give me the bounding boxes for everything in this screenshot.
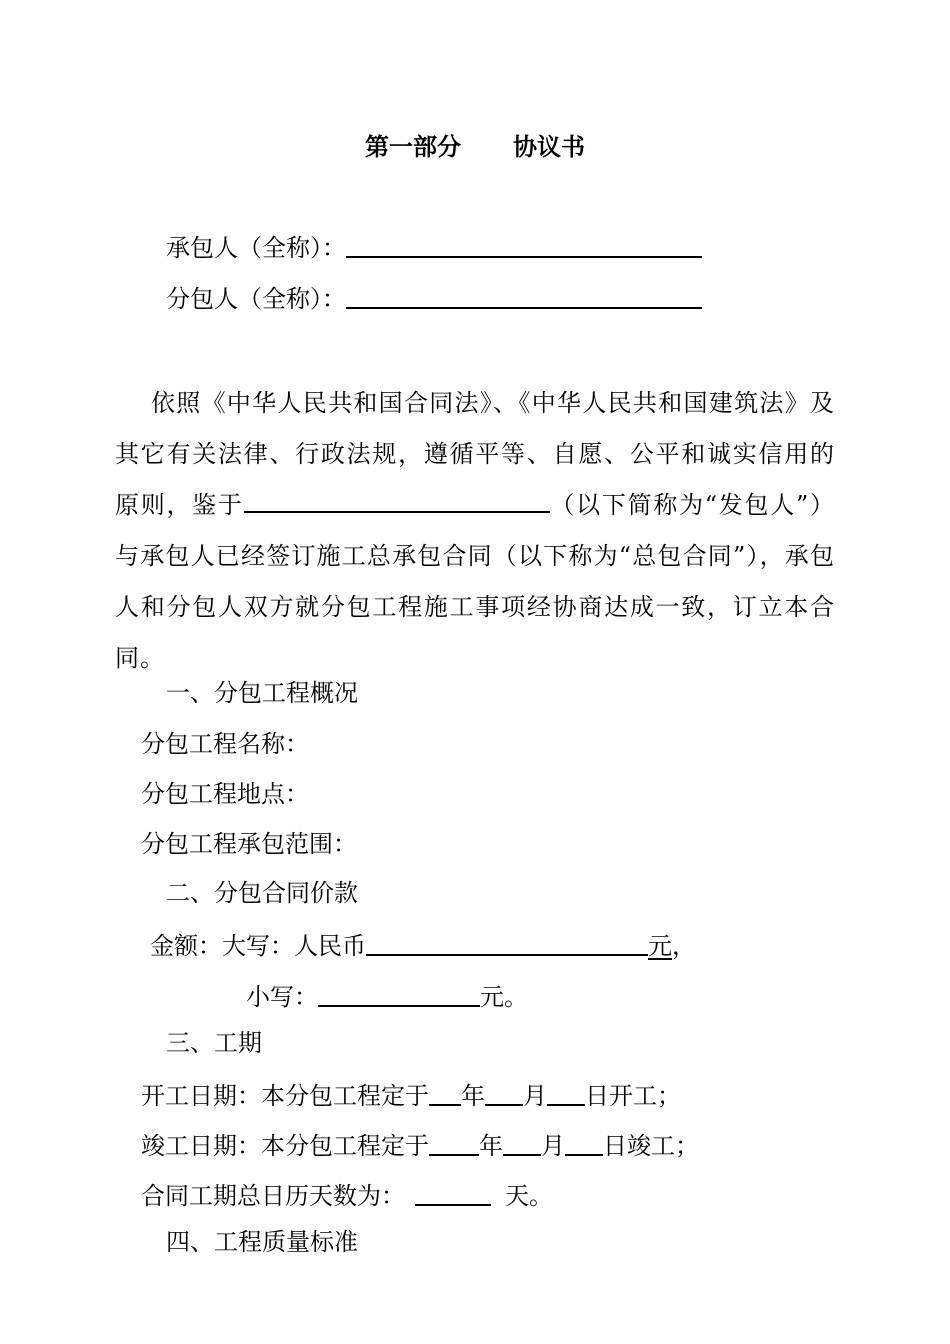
subcontractor-label: 分包人（全称）： — [166, 285, 346, 313]
section1-heading: 一、分包工程概况 — [166, 679, 358, 707]
contractor-label: 承包人（全称）： — [166, 234, 346, 262]
amount-upper-unit: 元 — [648, 932, 672, 960]
project-name-label: 分包工程名称： — [141, 730, 309, 758]
total-days-label: 合同工期总日历天数为： — [141, 1182, 405, 1210]
finish-month-blank[interactable] — [503, 1130, 541, 1156]
start-month-text: 月 — [523, 1082, 547, 1110]
start-year-text: 年 — [461, 1082, 485, 1110]
intro-paragraph — [115, 378, 835, 684]
project-location-label: 分包工程地点： — [141, 780, 309, 808]
subcontractor-name-blank[interactable] — [346, 283, 702, 309]
section3-heading: 三、工期 — [166, 1029, 262, 1057]
subcontractor-line — [166, 281, 702, 314]
section4-heading: 四、工程质量标准 — [166, 1228, 358, 1256]
finish-date-end: 日竣工； — [603, 1132, 699, 1160]
project-scope-label: 分包工程承包范围： — [141, 830, 357, 858]
start-month-blank[interactable] — [485, 1080, 523, 1106]
start-day-blank[interactable] — [547, 1080, 585, 1106]
total-days-line — [141, 1178, 553, 1211]
total-days-unit: 天。 — [505, 1182, 553, 1210]
amount-lower-blank[interactable] — [318, 981, 480, 1007]
contractor-name-blank[interactable] — [346, 232, 702, 258]
amount-upper-line — [150, 928, 696, 961]
start-date-label: 开工日期：本分包工程定于 — [141, 1082, 429, 1110]
amount-lower-line — [246, 979, 528, 1012]
amount-upper-label: 金额：大写：人民币 — [150, 932, 366, 960]
intro-text-2: （以下简称为“发包人”）与承包人已经签订施工总承包合同（以下称为“总包合同”），承包人和分包人双方就分包工程施工事项经协商达成一致，订立本合同。 — [115, 491, 836, 672]
amount-lower-unit: 元。 — [480, 983, 528, 1011]
employer-name-blank[interactable] — [244, 489, 550, 513]
page-title — [0, 130, 950, 164]
finish-month-text: 月 — [541, 1132, 565, 1160]
amount-lower-label: 小写： — [246, 983, 318, 1011]
finish-day-blank[interactable] — [565, 1130, 603, 1156]
section2-heading: 二、分包合同价款 — [166, 879, 358, 907]
contractor-line — [166, 230, 702, 263]
start-year-blank[interactable] — [429, 1080, 461, 1106]
title-part: 第一部分 — [365, 132, 461, 161]
finish-date-line — [141, 1128, 699, 1161]
intro-text-1: 依照《中华人民共和国合同法》、《中华人民共和国建筑法》及其它有关法律、行政法规，遵循平等、自愿、公平和诚实信用的原则，鉴于 — [115, 389, 835, 519]
finish-date-label: 竣工日期：本分包工程定于 — [141, 1132, 429, 1160]
finish-year-text: 年 — [479, 1132, 503, 1160]
finish-year-blank[interactable] — [429, 1130, 479, 1156]
amount-upper-tail: ， — [672, 932, 696, 960]
start-date-line — [141, 1078, 681, 1111]
start-date-end: 日开工； — [585, 1082, 681, 1110]
total-days-blank[interactable] — [415, 1180, 491, 1206]
title-name: 协议书 — [513, 132, 585, 161]
amount-upper-blank[interactable] — [366, 930, 648, 956]
